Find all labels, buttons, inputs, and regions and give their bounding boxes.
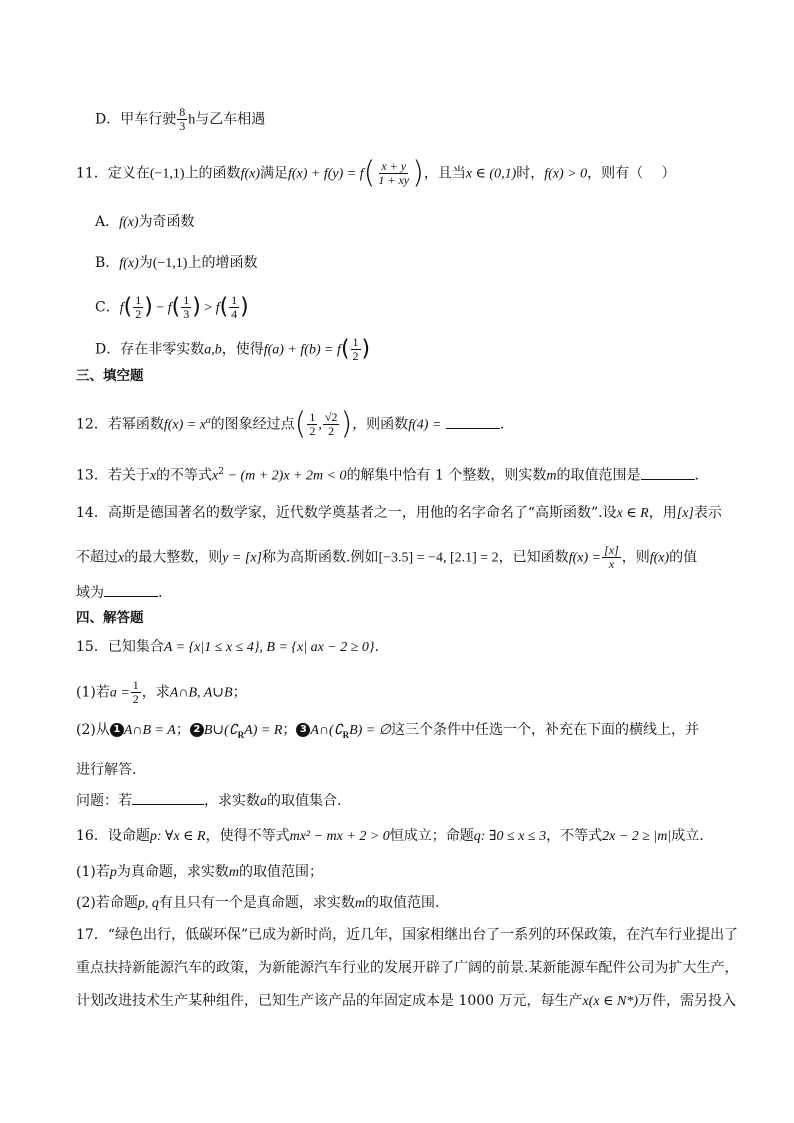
q15-question: 问题：若 ，求实数a的取值集合.	[76, 790, 341, 812]
circled-two-icon: 2	[190, 723, 204, 737]
q15-part-2-cont: 进行解答.	[76, 762, 137, 778]
q16-part-1: (1)若p为真命题，求实数m的取值范围；	[76, 864, 323, 880]
answer-blank[interactable]	[446, 414, 500, 429]
q11-option-b[interactable]: B．f(x)为(−1,1)上的增函数	[95, 255, 258, 271]
circled-one-icon: 1	[110, 723, 124, 737]
fraction: $\frac{x + y}{1 + xy}$	[378, 159, 410, 187]
answer-blank[interactable]	[104, 582, 158, 597]
q11-option-a[interactable]: A．f(x)为奇函数	[95, 214, 195, 230]
q17-line-1: 17．“绿色出行，低碳环保”已成为新时尚，近几年，国家相继出台了一系列的环保政策，在汽车行业提出了	[76, 927, 739, 943]
q14-line-1: 14．高斯是德国著名的数学家，近代数学奠基者之一，用他的名字命名了“高斯函数”.设x ∈ R，用[x]表示	[76, 505, 722, 521]
q11-option-d[interactable]: D．存在非零实数a,b，使得f(a) + f(b) = f( $\frac{1}{2}$ )	[95, 335, 371, 363]
q13-stem: 13．若关于x的不等式$x^2 - (m + 2)x + 2m < 0$的解集中恰有 1 个整数，则实数m的取值范围是 .	[76, 462, 699, 487]
q10-option-d[interactable]: D．甲车行驶 $\frac{8}{3}$ h与乙车相遇	[95, 105, 266, 133]
q15-stem: 15．已知集合A = {x|1 ≤ x ≤ 4}, B = {x| ax − 2 ≥ 0}.	[76, 639, 379, 655]
circled-three-icon: 3	[296, 723, 310, 737]
option-text: D．甲车行驶	[95, 111, 177, 128]
q12-stem: 12．若幂函数$f(x) = x^\alpha$的图象经过点( $\frac{1}{2}$ , $\frac{√2}{2}$ )，则函数f(4) = .	[76, 406, 505, 442]
q15-part-2: (2)从 1 A∩B = A； 2 $B\cup(∁_RA) = R$； 3 $A\cap(∁_RB)$ = ∅这三个条件中任选一个，补充在下面的横线上，并	[76, 722, 699, 740]
q11-stem: 11．定义在(−1,1)上的函数f(x)满足f(x) + f(y) = f( $\frac{x + y}{1 + xy}$ )，且当x ∈ (0,1)时，f(x) > 0，则有（ ）	[76, 155, 676, 191]
section-heading-solutions: 四、解答题	[76, 610, 144, 626]
q15-part-1: (1)若a = $\frac{1}{2}$ ，求A∩B, A∪B；	[76, 678, 247, 706]
answer-blank[interactable]	[641, 465, 695, 480]
fraction: $\frac{8}{3}$	[179, 105, 186, 133]
q14-line-2: 不超过x的最大整数，则y = [x]称为高斯函数.例如[−3.5] = −4, [2.1] = 2，已知函数f(x) = $\frac{[x]}{x}$ ，则f(x)的值	[76, 543, 698, 571]
answer-blank[interactable]	[132, 790, 204, 805]
q17-line-3: 计划改进技术生产某种组件，已知生产该产品的年固定成本是 1000 万元，每生产x(x ∈ N*)万件，需另投入	[76, 993, 736, 1009]
q16-stem: 16．设命题p: ∀x ∈ R，使得不等式mx² − mx + 2 > 0恒成立；命题q: ∃0 ≤ x ≤ 3，不等式2x − 2 ≥ |m|成立.	[76, 828, 704, 844]
q17-line-2: 重点扶持新能源汽车的政策，为新能源汽车行业的发展开辟了广阔的前景.某新能源车配件公司为扩大生产，	[76, 960, 739, 976]
q14-line-3: 域为 .	[76, 582, 162, 603]
section-heading-fill-in: 三、填空题	[76, 368, 144, 384]
q11-option-c[interactable]: C．f( $\frac{1}{2}$ ) − f( $\frac{1}{3}$ ) > f( $\frac{1}{4}$ )	[95, 293, 249, 321]
q16-part-2: (2)若命题p, q有且只有一个是真命题，求实数m的取值范围.	[76, 895, 440, 911]
